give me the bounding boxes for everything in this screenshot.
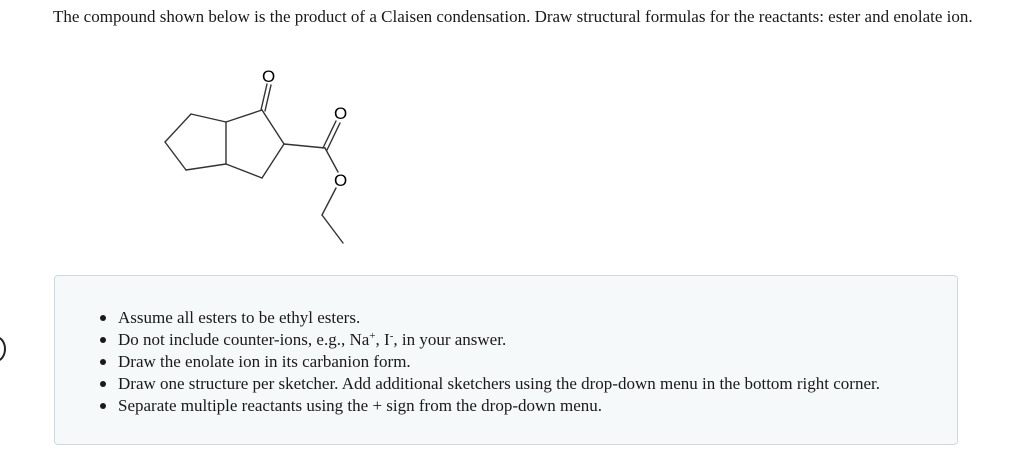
instruction-item <box>100 351 880 373</box>
ester-ether-oxygen-label: O <box>334 171 348 190</box>
instruction-text: Draw the enolate ion in its carbanion form. <box>118 352 411 371</box>
bond <box>165 142 186 170</box>
instruction-item <box>100 373 880 395</box>
bond <box>284 144 325 148</box>
bond <box>226 110 262 122</box>
bond <box>262 144 284 178</box>
instruction-text: , in your answer. <box>393 330 507 349</box>
superscript-plus: + <box>369 330 376 342</box>
instruction-item <box>100 329 880 351</box>
instructions-list <box>100 307 880 417</box>
instruction-text: Separate multiple reactants using the + sign from the drop-down menu. <box>118 396 603 415</box>
superscript-minus: - <box>389 330 394 342</box>
bond <box>186 164 226 170</box>
ketone-oxygen-label: O <box>262 67 276 86</box>
bond <box>165 114 191 142</box>
bond <box>325 148 338 172</box>
molecule-structure <box>150 62 370 252</box>
instruction-text: , I <box>375 330 390 349</box>
bond <box>322 188 336 215</box>
bond <box>191 114 226 122</box>
ester-carbonyl-oxygen-label: O <box>334 104 348 123</box>
structure-drawing <box>150 62 370 252</box>
instruction-item <box>100 307 880 329</box>
instruction-text: Do not include counter-ions, e.g., Na <box>118 330 370 349</box>
bond <box>226 164 262 178</box>
instructions-box <box>54 275 958 445</box>
bond <box>322 215 343 243</box>
question-text: The compound shown below is the product of a Claisen condensation. Draw structural formulas for the reactants: ester and enolate ion. <box>53 7 973 26</box>
bond <box>262 110 284 144</box>
instruction-text: Assume all esters to be ethyl esters. <box>118 308 361 327</box>
partial-circle-icon <box>0 336 6 362</box>
instruction-item <box>100 395 880 417</box>
instruction-text: Draw one structure per sketcher. Add additional sketchers using the drop-down menu in the bottom right corner. <box>118 374 880 393</box>
